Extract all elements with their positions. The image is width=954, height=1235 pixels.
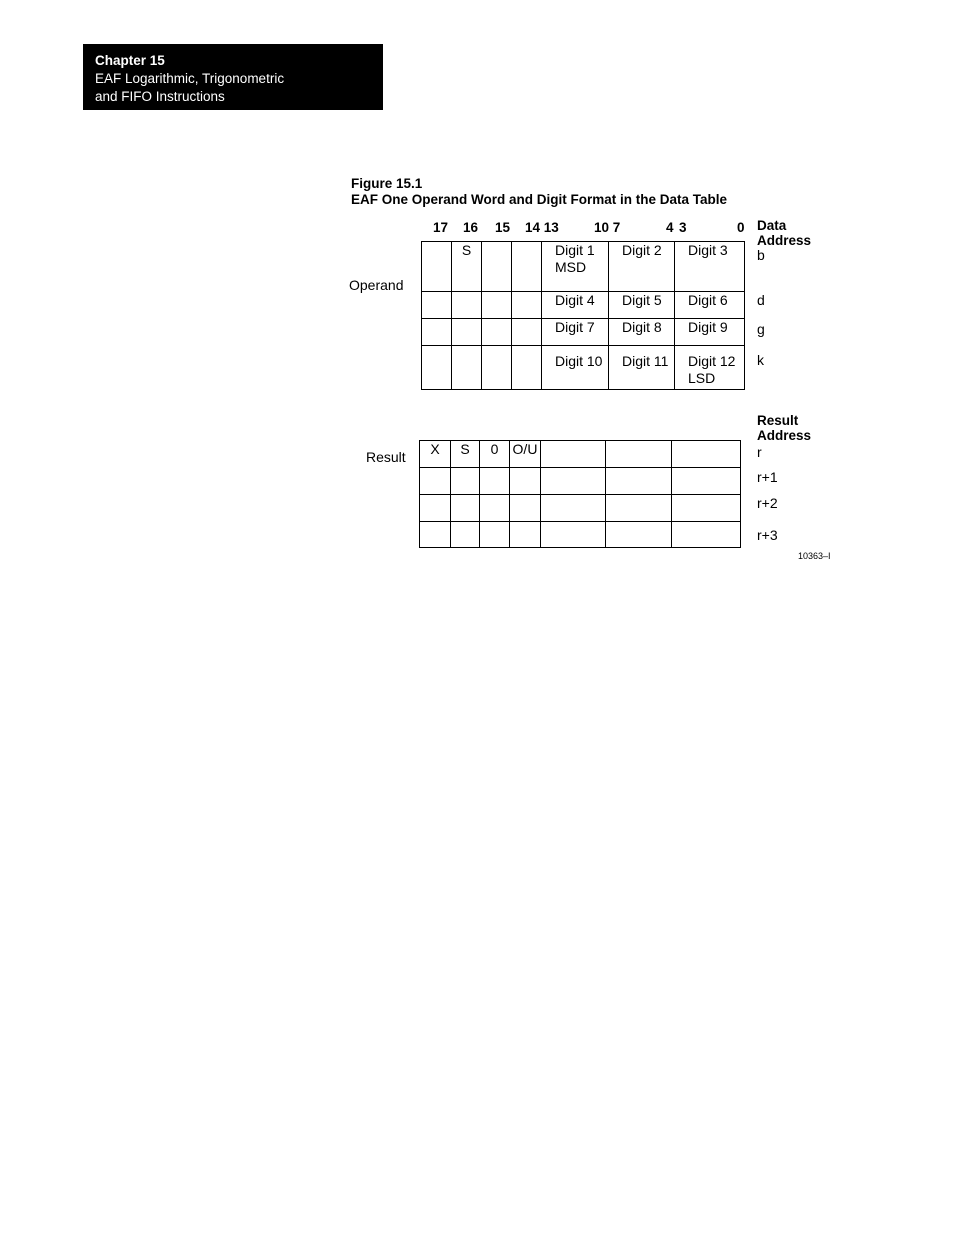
- digit-cell: Digit 11: [609, 346, 675, 390]
- address-r-plus-2: r+2: [757, 495, 778, 511]
- result-row: [420, 441, 741, 468]
- digit-cell: Digit 2: [609, 242, 675, 292]
- operand-row: [422, 319, 745, 346]
- operand-row: [422, 346, 745, 390]
- address-r-plus-1: r+1: [757, 469, 778, 485]
- chapter-title-line1: EAF Logarithmic, Trigonometric: [95, 71, 285, 86]
- digit-cell: Digit 4: [542, 292, 609, 319]
- flag-overflow-underflow: O/U: [510, 441, 541, 468]
- result-table: [419, 440, 741, 548]
- bit-label-4: 4: [666, 220, 674, 235]
- sign-cell: S: [452, 242, 482, 292]
- result-row: [420, 468, 741, 495]
- flag-zero: 0: [480, 441, 510, 468]
- data-address-header: Data Address: [757, 218, 812, 248]
- digit-cell: Digit 8: [609, 319, 675, 346]
- figure-title: [351, 176, 727, 208]
- bit-label-14-13: 14 13: [525, 220, 559, 235]
- address-r: r: [757, 444, 762, 460]
- digit-cell: Digit 12 LSD: [675, 346, 745, 390]
- chapter-title-line2: and FIFO Instructions: [95, 89, 225, 104]
- figure-label: Figure 15.1: [351, 176, 423, 191]
- digit-cell: Digit 3: [675, 242, 745, 292]
- result-label: Result: [366, 449, 406, 465]
- address-r-plus-3: r+3: [757, 527, 778, 543]
- operand-table: [421, 241, 745, 390]
- result-row: [420, 495, 741, 522]
- bit-label-17: 17: [433, 220, 449, 235]
- result-row: [420, 522, 741, 548]
- result-address-header: Result Address: [757, 413, 812, 443]
- bit-label-3: 3: [679, 220, 687, 235]
- chapter-header: [83, 44, 383, 110]
- address-k: k: [757, 352, 764, 368]
- bit-label-15: 15: [495, 220, 511, 235]
- operand-label: Operand: [349, 277, 404, 293]
- digit-cell: Digit 7: [542, 319, 609, 346]
- operand-row: [422, 242, 745, 292]
- flag-x: X: [420, 441, 451, 468]
- address-d: d: [757, 292, 765, 308]
- digit-cell: Digit 9: [675, 319, 745, 346]
- flag-s: S: [451, 441, 480, 468]
- address-b: b: [757, 247, 765, 263]
- figure-number: 10363–I: [798, 551, 831, 561]
- bit-label-10-7: 10 7: [594, 220, 621, 235]
- operand-row: [422, 292, 745, 319]
- digit-cell: Digit 1 MSD: [542, 242, 609, 292]
- digit-cell: Digit 10: [542, 346, 609, 390]
- bit-label-0: 0: [737, 220, 745, 235]
- figure-caption: EAF One Operand Word and Digit Format in the Data Table: [351, 192, 728, 207]
- digit-cell: Digit 5: [609, 292, 675, 319]
- bit-label-16: 16: [463, 220, 479, 235]
- address-g: g: [757, 321, 765, 337]
- digit-cell: Digit 6: [675, 292, 745, 319]
- chapter-number: Chapter 15: [95, 53, 165, 68]
